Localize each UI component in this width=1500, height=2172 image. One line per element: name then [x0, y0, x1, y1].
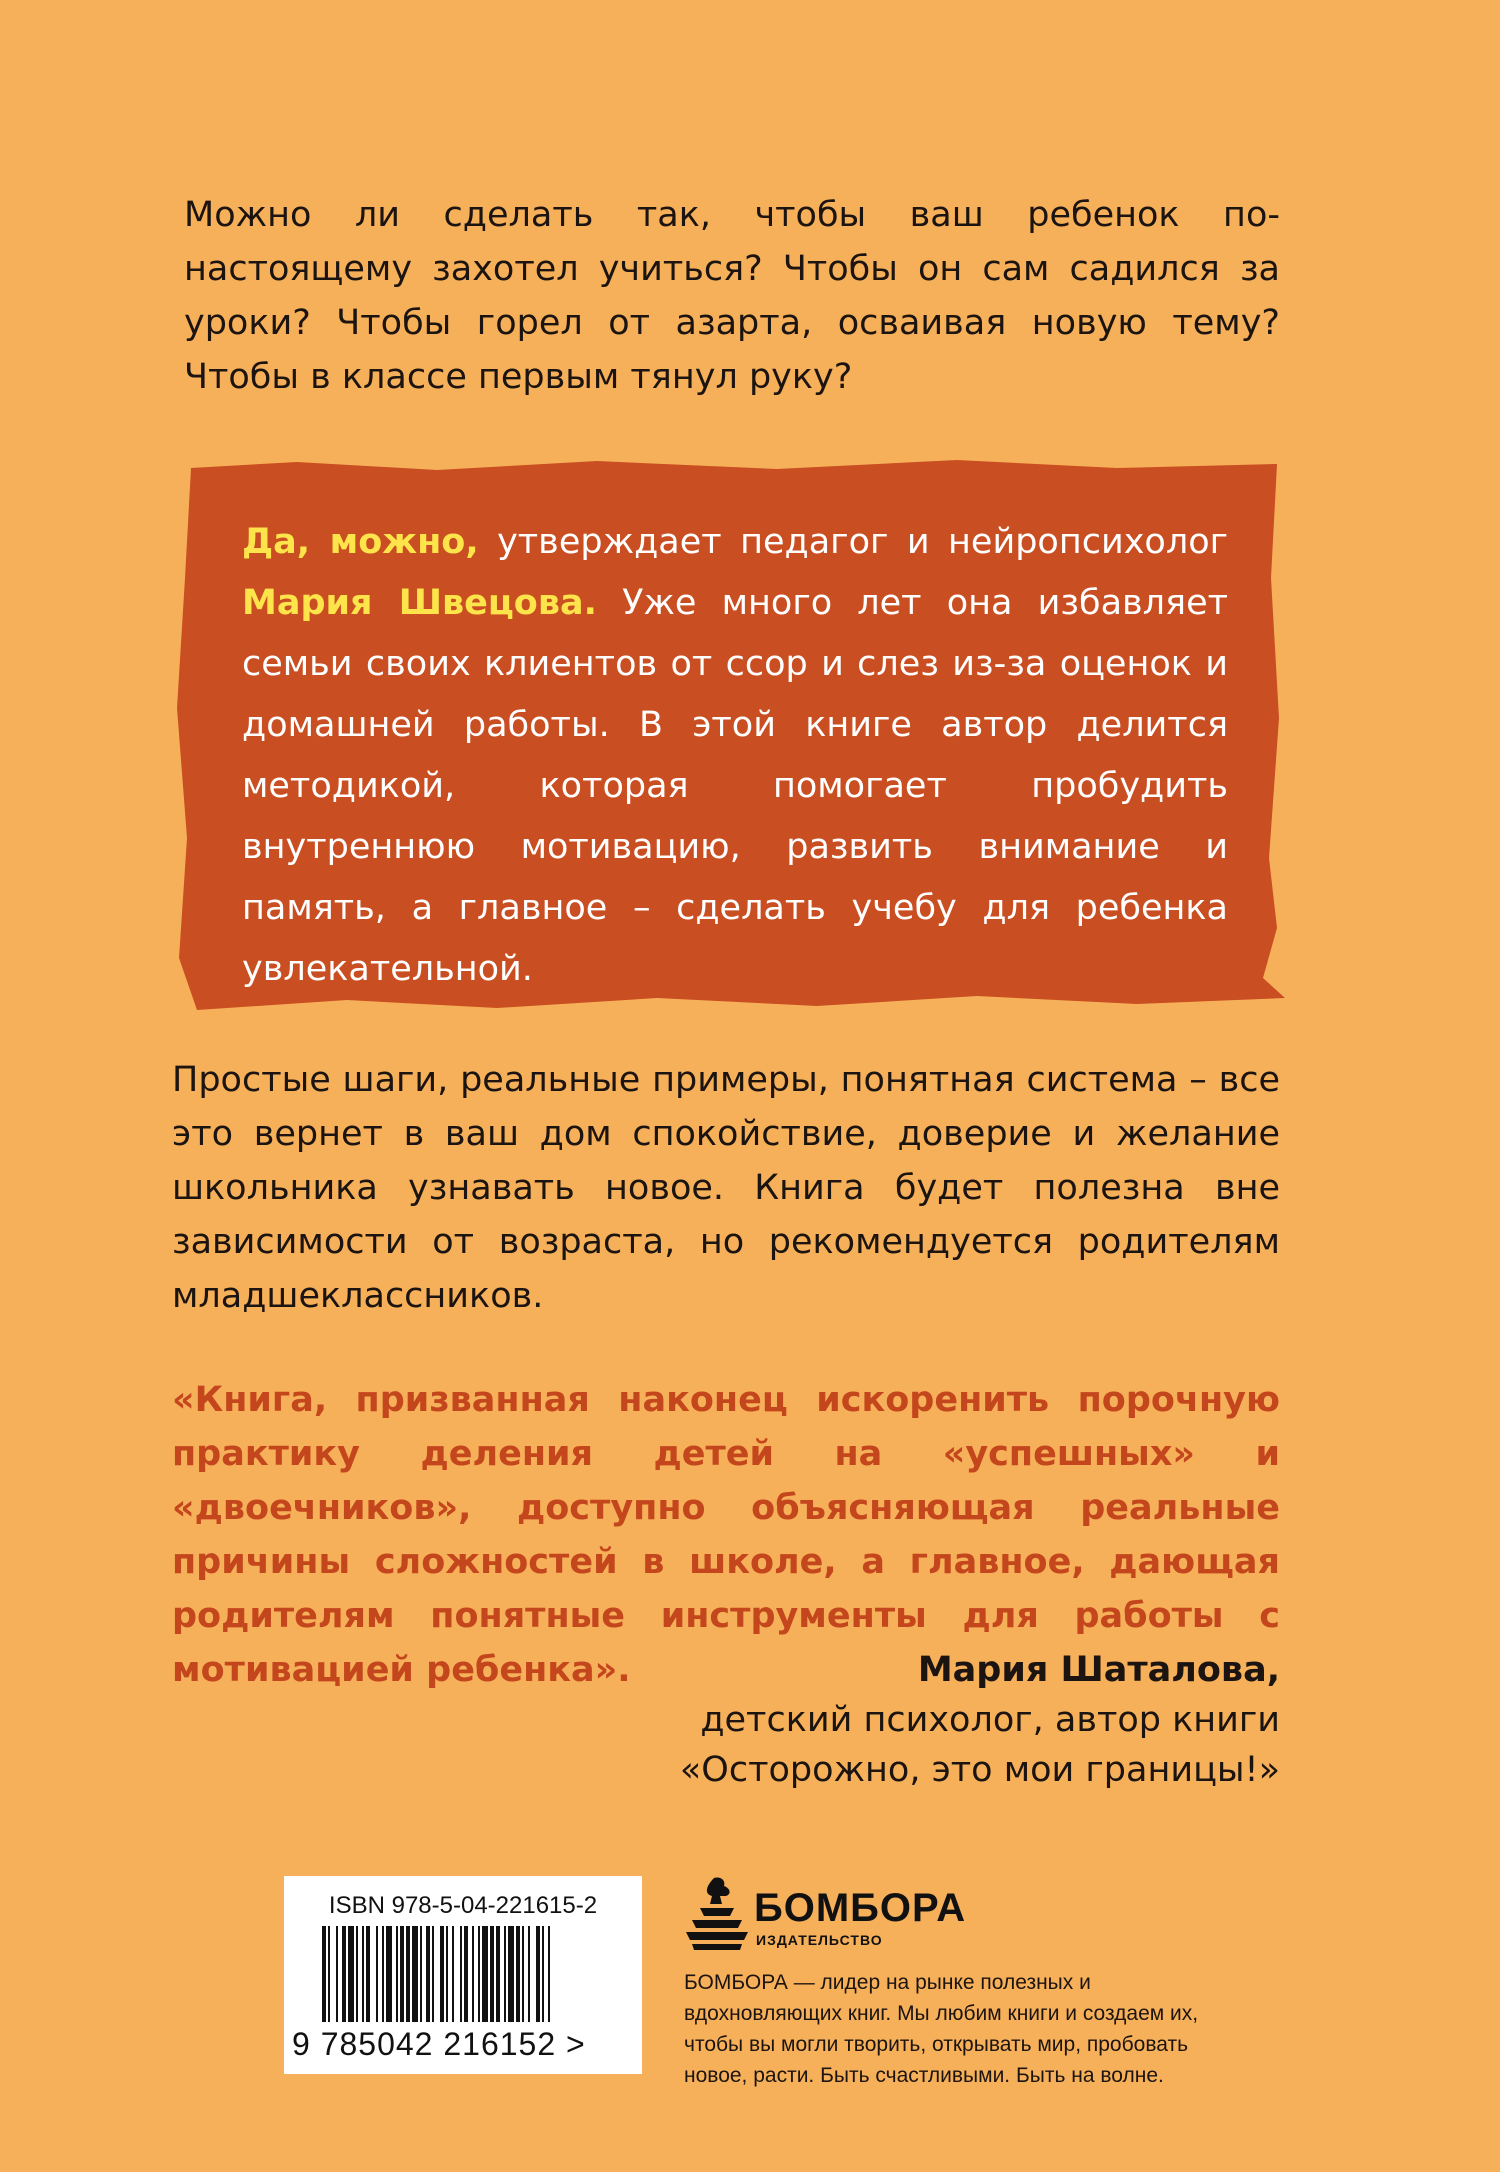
attribution-name: Мария Шаталова, [917, 1650, 1280, 1690]
isbn-label: ISBN 978-5-04-221615-2 [328, 1892, 598, 1919]
banner-text-part1: утверждает педагог и нейропсихолог [478, 522, 1229, 562]
banner-highlight-author: Мария Швецова. [242, 583, 597, 623]
banner-text-part2: Уже много лет она избавляет семьи своих клиентов от ссор и слез из-за оценок и домашней работы. В этой книге автор делится методикой, которая помогает пробудить внутреннюю мотивацию, развить внимание и память, а главное – сделать учебу для ребенка увлекательной. [242, 583, 1228, 989]
banner-highlight-yes: Да, можно, [242, 522, 479, 562]
quote-attribution [680, 1645, 1280, 1795]
attribution-role: детский психолог, автор книги [700, 1700, 1280, 1740]
body-paragraph: Простые шаги, реальные примеры, понятная система – все это вернет в ваш дом спокойствие, доверие и желание школьника узнавать новое. Книга будет полезна вне зависимости от возраста, но рекомендуется родителям младшеклассников. [172, 1060, 1280, 1316]
barcode-box [284, 1876, 642, 2074]
publisher-description: БОМБОРА — лидер на рынке полезных и вдохновляющих книг. Мы любим книги и создаем их, чтобы вы могли творить, открывать мир, пробовать новое, расти. Быть счастливыми. Быть на волне. [684, 1971, 1199, 2087]
logo-name: БОМБОРА [754, 1886, 967, 1930]
publisher-logo [684, 1874, 967, 1954]
barcode-digits: 9 785042 216152 > [292, 2026, 586, 2062]
bombora-logo-icon [684, 1874, 748, 1954]
barcode-icon [322, 1926, 604, 2026]
review-quote: «Книга, призванная наконец искоренить порочную практику деления детей на «успешных» и «двоечников», доступно объясняющая реальные причины сложностей в школе, а главное, дающая родителям понятные инструменты для работы с мотивацией ребенка». [172, 1380, 1280, 1690]
logo-subtitle: ИЗДАТЕЛЬСТВО [756, 1932, 883, 1948]
intro-paragraph: Можно ли сделать так, чтобы ваш ребенок по-настоящему захотел учиться? Чтобы он сам садился за уроки? Чтобы горел от азарта, осваивая новую тему? Чтобы в классе первым тянул руку? [184, 195, 1280, 397]
banner-text [242, 512, 1228, 1000]
attribution-book: «Осторожно, это мои границы!» [679, 1750, 1280, 1790]
